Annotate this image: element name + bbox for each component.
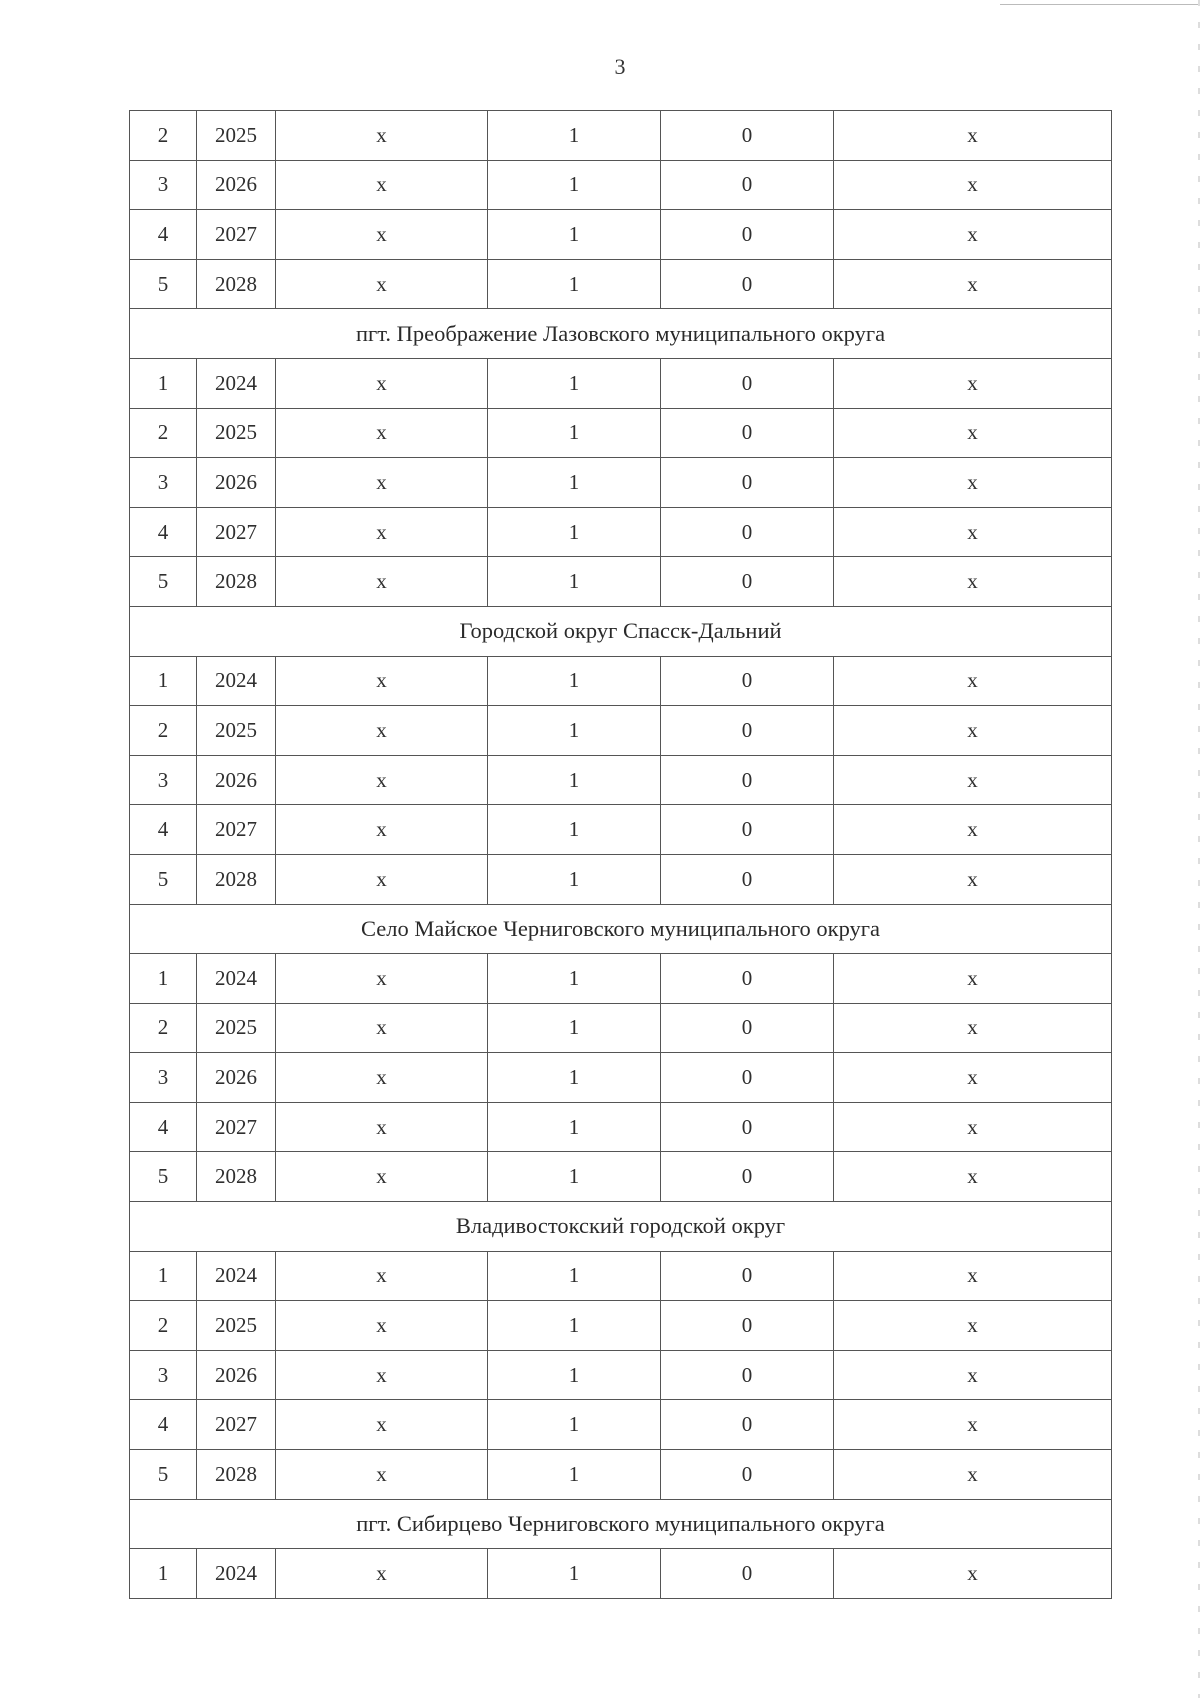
column-5-cell: 0 [661, 507, 834, 557]
row-number-cell: 4 [130, 1102, 197, 1152]
column-6-cell: x [834, 706, 1112, 756]
year-cell: 2024 [197, 1549, 276, 1599]
column-4-cell: 1 [488, 1549, 661, 1599]
column-6-cell: x [834, 358, 1112, 408]
column-4-cell: 1 [488, 408, 661, 458]
column-6-cell: x [834, 656, 1112, 706]
column-6-cell: x [834, 854, 1112, 904]
column-6-cell: x [834, 1549, 1112, 1599]
year-cell: 2028 [197, 259, 276, 309]
row-number-cell: 1 [130, 954, 197, 1004]
column-6-cell: x [834, 111, 1112, 161]
column-5-cell: 0 [661, 1350, 834, 1400]
column-5-cell: 0 [661, 1102, 834, 1152]
year-cell: 2026 [197, 755, 276, 805]
column-4-cell: 1 [488, 458, 661, 508]
table-row [130, 854, 1112, 904]
row-number-cell: 1 [130, 656, 197, 706]
column-3-cell: x [276, 954, 488, 1004]
table-row [130, 1549, 1112, 1599]
column-6-cell: x [834, 259, 1112, 309]
column-4-cell: 1 [488, 1053, 661, 1103]
section-header-row [130, 606, 1112, 656]
table-row [130, 1152, 1112, 1202]
column-4-cell: 1 [488, 210, 661, 260]
row-number-cell: 3 [130, 755, 197, 805]
table-row [130, 755, 1112, 805]
column-5-cell: 0 [661, 805, 834, 855]
table-row [130, 706, 1112, 756]
table-row [130, 1102, 1112, 1152]
column-5-cell: 0 [661, 1251, 834, 1301]
column-3-cell: x [276, 1549, 488, 1599]
column-3-cell: x [276, 854, 488, 904]
column-4-cell: 1 [488, 507, 661, 557]
table-row [130, 557, 1112, 607]
year-cell: 2027 [197, 210, 276, 260]
section-title: пгт. Сибирцево Черниговского муниципального округа [130, 1499, 1112, 1549]
column-3-cell: x [276, 706, 488, 756]
column-4-cell: 1 [488, 706, 661, 756]
column-6-cell: x [834, 755, 1112, 805]
column-4-cell: 1 [488, 1400, 661, 1450]
page-number: 3 [614, 54, 626, 79]
column-5-cell: 0 [661, 1549, 834, 1599]
row-number-cell: 1 [130, 1251, 197, 1301]
column-5-cell: 0 [661, 1053, 834, 1103]
column-3-cell: x [276, 1350, 488, 1400]
table-row [130, 458, 1112, 508]
table-row [130, 210, 1112, 260]
column-5-cell: 0 [661, 706, 834, 756]
year-cell: 2026 [197, 458, 276, 508]
column-5-cell: 0 [661, 458, 834, 508]
column-5-cell: 0 [661, 1152, 834, 1202]
table-row [130, 1350, 1112, 1400]
column-5-cell: 0 [661, 408, 834, 458]
column-3-cell: x [276, 1400, 488, 1450]
column-4-cell: 1 [488, 854, 661, 904]
column-6-cell: x [834, 160, 1112, 210]
column-3-cell: x [276, 358, 488, 408]
row-number-cell: 5 [130, 259, 197, 309]
data-table [129, 110, 1112, 1599]
table-row [130, 1400, 1112, 1450]
column-5-cell: 0 [661, 1301, 834, 1351]
year-cell: 2025 [197, 706, 276, 756]
year-cell: 2024 [197, 656, 276, 706]
column-4-cell: 1 [488, 160, 661, 210]
year-cell: 2025 [197, 1003, 276, 1053]
section-header-row [130, 1202, 1112, 1252]
column-3-cell: x [276, 1251, 488, 1301]
column-4-cell: 1 [488, 259, 661, 309]
column-5-cell: 0 [661, 111, 834, 161]
column-6-cell: x [834, 507, 1112, 557]
column-3-cell: x [276, 408, 488, 458]
row-number-cell: 5 [130, 1152, 197, 1202]
column-6-cell: x [834, 805, 1112, 855]
table-row [130, 1053, 1112, 1103]
year-cell: 2028 [197, 854, 276, 904]
column-4-cell: 1 [488, 1450, 661, 1500]
year-cell: 2025 [197, 408, 276, 458]
year-cell: 2024 [197, 1251, 276, 1301]
year-cell: 2025 [197, 1301, 276, 1351]
section-header-row [130, 309, 1112, 359]
column-5-cell: 0 [661, 755, 834, 805]
section-title: Владивостокский городской округ [130, 1202, 1112, 1252]
table-row [130, 1251, 1112, 1301]
table-row [130, 259, 1112, 309]
table-row [130, 1450, 1112, 1500]
column-5-cell: 0 [661, 1003, 834, 1053]
year-cell: 2026 [197, 160, 276, 210]
table-row [130, 408, 1112, 458]
column-5-cell: 0 [661, 954, 834, 1004]
table-row [130, 160, 1112, 210]
year-cell: 2028 [197, 1152, 276, 1202]
column-3-cell: x [276, 1003, 488, 1053]
column-4-cell: 1 [488, 358, 661, 408]
table-row [130, 805, 1112, 855]
section-header-row [130, 1499, 1112, 1549]
column-6-cell: x [834, 458, 1112, 508]
year-cell: 2027 [197, 805, 276, 855]
column-6-cell: x [834, 1053, 1112, 1103]
section-title: Село Майское Черниговского муниципального округа [130, 904, 1112, 954]
year-cell: 2027 [197, 507, 276, 557]
column-4-cell: 1 [488, 1301, 661, 1351]
year-cell: 2028 [197, 557, 276, 607]
column-6-cell: x [834, 408, 1112, 458]
year-cell: 2026 [197, 1053, 276, 1103]
column-5-cell: 0 [661, 656, 834, 706]
column-6-cell: x [834, 1450, 1112, 1500]
row-number-cell: 2 [130, 1003, 197, 1053]
column-3-cell: x [276, 557, 488, 607]
year-cell: 2025 [197, 111, 276, 161]
row-number-cell: 1 [130, 358, 197, 408]
column-3-cell: x [276, 210, 488, 260]
column-3-cell: x [276, 507, 488, 557]
row-number-cell: 4 [130, 507, 197, 557]
column-4-cell: 1 [488, 805, 661, 855]
column-6-cell: x [834, 557, 1112, 607]
column-5-cell: 0 [661, 210, 834, 260]
column-5-cell: 0 [661, 160, 834, 210]
column-6-cell: x [834, 210, 1112, 260]
column-5-cell: 0 [661, 854, 834, 904]
column-4-cell: 1 [488, 111, 661, 161]
table-row [130, 358, 1112, 408]
column-3-cell: x [276, 656, 488, 706]
column-3-cell: x [276, 805, 488, 855]
column-6-cell: x [834, 1003, 1112, 1053]
column-5-cell: 0 [661, 1450, 834, 1500]
column-3-cell: x [276, 1053, 488, 1103]
column-6-cell: x [834, 1301, 1112, 1351]
row-number-cell: 1 [130, 1549, 197, 1599]
table-row [130, 954, 1112, 1004]
column-5-cell: 0 [661, 358, 834, 408]
column-4-cell: 1 [488, 656, 661, 706]
column-4-cell: 1 [488, 954, 661, 1004]
column-4-cell: 1 [488, 557, 661, 607]
column-6-cell: x [834, 954, 1112, 1004]
row-number-cell: 5 [130, 557, 197, 607]
year-cell: 2026 [197, 1350, 276, 1400]
table-row [130, 656, 1112, 706]
column-6-cell: x [834, 1102, 1112, 1152]
table-row [130, 111, 1112, 161]
year-cell: 2027 [197, 1102, 276, 1152]
scan-artifact-top [1000, 0, 1200, 5]
row-number-cell: 2 [130, 111, 197, 161]
column-6-cell: x [834, 1152, 1112, 1202]
column-6-cell: x [834, 1400, 1112, 1450]
year-cell: 2024 [197, 358, 276, 408]
column-3-cell: x [276, 1152, 488, 1202]
column-4-cell: 1 [488, 755, 661, 805]
table-body [130, 111, 1112, 1599]
row-number-cell: 4 [130, 210, 197, 260]
column-3-cell: x [276, 259, 488, 309]
row-number-cell: 3 [130, 458, 197, 508]
column-5-cell: 0 [661, 557, 834, 607]
year-cell: 2028 [197, 1450, 276, 1500]
column-4-cell: 1 [488, 1251, 661, 1301]
row-number-cell: 4 [130, 805, 197, 855]
column-3-cell: x [276, 755, 488, 805]
column-4-cell: 1 [488, 1003, 661, 1053]
column-6-cell: x [834, 1251, 1112, 1301]
row-number-cell: 2 [130, 706, 197, 756]
column-4-cell: 1 [488, 1152, 661, 1202]
row-number-cell: 5 [130, 1450, 197, 1500]
column-3-cell: x [276, 1301, 488, 1351]
column-4-cell: 1 [488, 1102, 661, 1152]
column-3-cell: x [276, 1102, 488, 1152]
section-title: пгт. Преображение Лазовского муниципального округа [130, 309, 1112, 359]
column-5-cell: 0 [661, 1400, 834, 1450]
row-number-cell: 3 [130, 1350, 197, 1400]
table-row [130, 1003, 1112, 1053]
column-3-cell: x [276, 111, 488, 161]
table-row [130, 1301, 1112, 1351]
table-row [130, 507, 1112, 557]
section-header-row [130, 904, 1112, 954]
row-number-cell: 2 [130, 1301, 197, 1351]
year-cell: 2024 [197, 954, 276, 1004]
row-number-cell: 2 [130, 408, 197, 458]
section-title: Городской округ Спасск-Дальний [130, 606, 1112, 656]
row-number-cell: 3 [130, 1053, 197, 1103]
year-cell: 2027 [197, 1400, 276, 1450]
row-number-cell: 3 [130, 160, 197, 210]
column-3-cell: x [276, 160, 488, 210]
column-5-cell: 0 [661, 259, 834, 309]
row-number-cell: 4 [130, 1400, 197, 1450]
column-6-cell: x [834, 1350, 1112, 1400]
row-number-cell: 5 [130, 854, 197, 904]
column-4-cell: 1 [488, 1350, 661, 1400]
column-3-cell: x [276, 1450, 488, 1500]
column-3-cell: x [276, 458, 488, 508]
